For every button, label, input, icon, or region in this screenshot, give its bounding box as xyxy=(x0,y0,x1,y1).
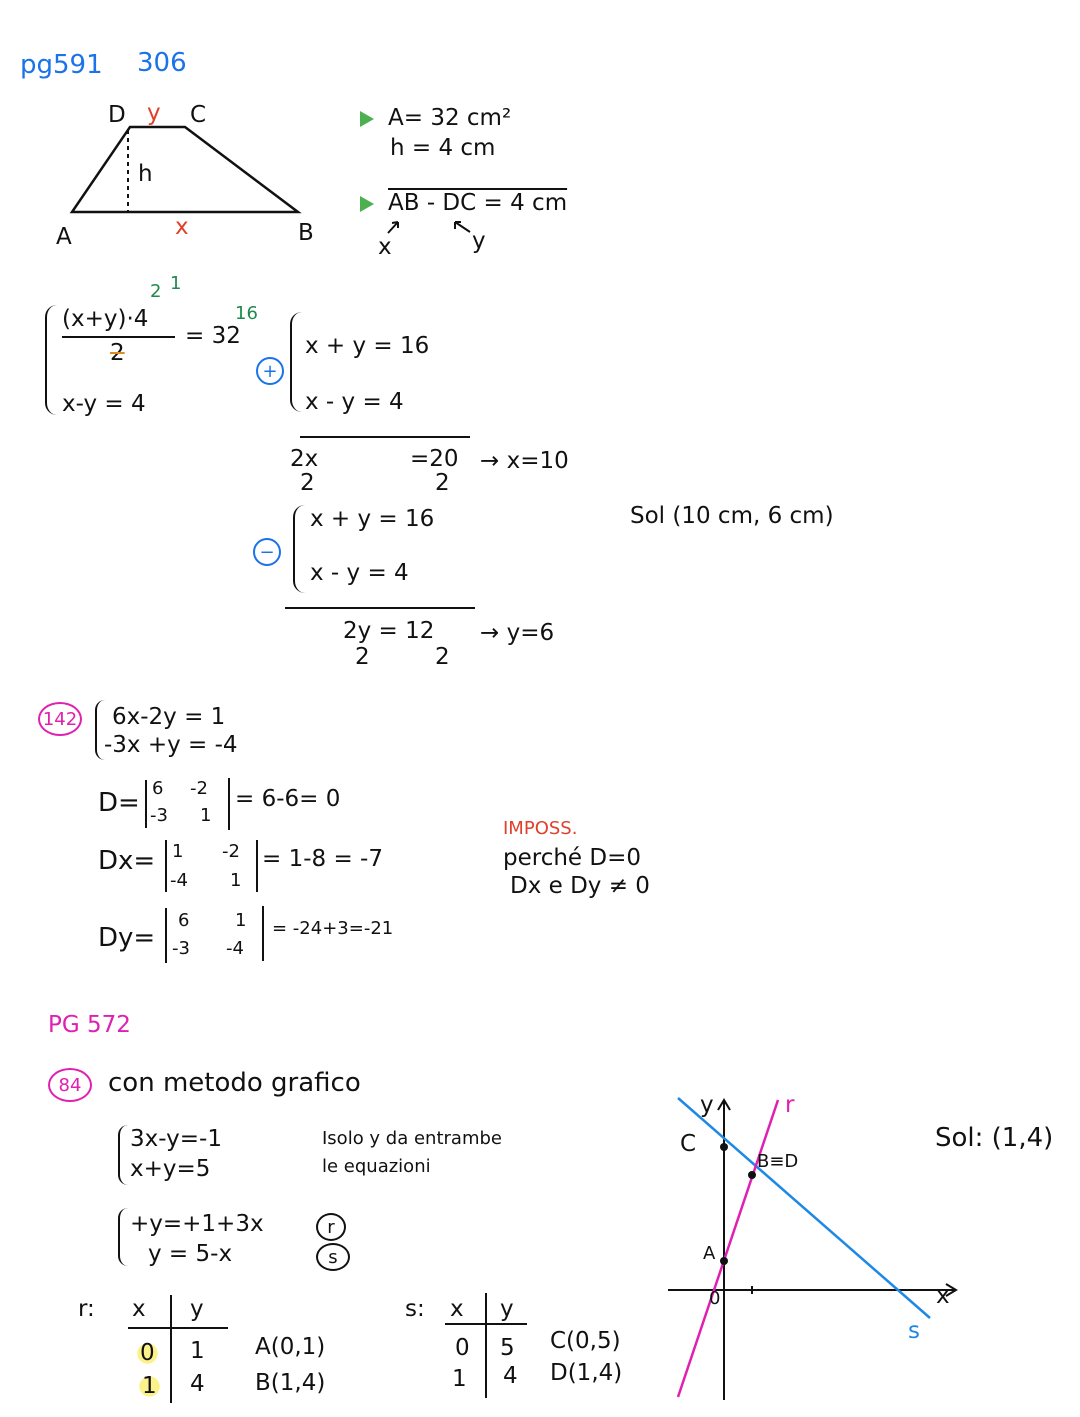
page-reference: pg591 xyxy=(20,50,103,80)
table-r-header-x: x xyxy=(132,1296,146,1322)
tag-r-circle xyxy=(316,1213,346,1241)
minus-circle-icon xyxy=(253,538,281,566)
diff-result-num: 2y = 12 xyxy=(343,618,435,644)
system-brace xyxy=(293,505,305,593)
point-B-D xyxy=(748,1171,756,1179)
y-result: → y=6 xyxy=(480,620,555,646)
height-label: h xyxy=(138,161,153,187)
system-brace xyxy=(118,1208,128,1266)
line-r-label: r xyxy=(785,1092,795,1118)
system1-eq2: x-y = 4 xyxy=(62,391,146,417)
exercise-number: 306 xyxy=(137,48,187,78)
reason-line-1: perché D=0 xyxy=(503,845,641,871)
ex84-iso1: +y=+1+3x xyxy=(130,1211,264,1237)
point-BD-label: B≡D xyxy=(757,1151,799,1172)
matrix-bar xyxy=(145,780,147,828)
matrix-cell: -4 xyxy=(170,870,188,891)
arrow-x xyxy=(388,222,398,233)
plus-circle-icon xyxy=(256,357,284,385)
point-A-coords: A(0,1) xyxy=(255,1334,326,1360)
system-brace xyxy=(45,305,57,415)
ex142-eq1: 6x-2y = 1 xyxy=(112,704,226,730)
given-area: A= 32 cm² xyxy=(388,105,512,131)
point-B-coords: B(1,4) xyxy=(255,1370,326,1396)
table-s-label: s: xyxy=(405,1296,425,1322)
note-line-2: le equazioni xyxy=(322,1156,431,1177)
det-Dx-result: = 1-8 = -7 xyxy=(262,846,383,872)
table-s-cell: 5 xyxy=(500,1335,515,1361)
system-brace xyxy=(290,312,302,412)
origin-label: 0 xyxy=(709,1288,721,1309)
det-Dy-label: Dy= xyxy=(98,923,156,953)
minus-op: − xyxy=(259,541,275,563)
fraction-denominator: 2 xyxy=(110,340,125,366)
det-Dy-result: = -24+3=-21 xyxy=(272,918,394,939)
system-brace xyxy=(118,1125,128,1185)
table-r-cell: 1 xyxy=(138,1373,161,1400)
point-A-label: A xyxy=(703,1243,716,1264)
x-axis-label: x xyxy=(936,1283,950,1309)
diff-eq2: x - y = 4 xyxy=(310,560,409,586)
reason-line-2: Dx e Dy ≠ 0 xyxy=(510,873,650,899)
point-C-label: C xyxy=(680,1131,697,1157)
table-s-cell: 1 xyxy=(452,1366,467,1392)
point-A xyxy=(720,1257,728,1265)
matrix-cell: 1 xyxy=(172,841,184,862)
det-D-result: = 6-6= 0 xyxy=(235,786,341,812)
exercise-84-badge xyxy=(48,1068,92,1102)
vertex-A: A xyxy=(56,224,72,250)
table-r-hline xyxy=(128,1327,228,1329)
vertex-C: C xyxy=(190,102,207,128)
tag-s-circle xyxy=(316,1243,350,1271)
matrix-cell: 1 xyxy=(230,870,242,891)
trapezoid-shape xyxy=(72,127,298,212)
exercise-84-title: con metodo grafico xyxy=(108,1068,361,1098)
table-r-cell: 0 xyxy=(136,1340,159,1367)
sum-eq2: x - y = 4 xyxy=(305,389,404,415)
base-x-label: x xyxy=(175,214,189,240)
y-axis-label: y xyxy=(700,1092,714,1118)
matrix-cell: -2 xyxy=(222,841,240,862)
matrix-bar xyxy=(262,906,264,961)
ex84-eq2: x+y=5 xyxy=(130,1156,211,1182)
line-s-label: s xyxy=(908,1318,920,1344)
note-line-1: Isolo y da entrambe xyxy=(322,1128,502,1149)
arrow-x-label: x xyxy=(378,234,392,260)
det-Dx-label: Dx= xyxy=(98,846,156,876)
ex84-eq1: 3x-y=-1 xyxy=(130,1126,222,1152)
exercise-142-badge xyxy=(38,702,82,736)
sum-result-den: 2 xyxy=(300,470,315,496)
solution-306: Sol (10 cm, 6 cm) xyxy=(630,503,834,529)
bullet-triangle-icon xyxy=(360,111,374,127)
matrix-cell: 6 xyxy=(152,778,164,799)
sum-result-num: 2x xyxy=(290,446,319,472)
matrix-bar xyxy=(228,778,230,830)
ex142-eq2: -3x +y = -4 xyxy=(104,732,238,758)
point-D-coords: D(1,4) xyxy=(550,1360,623,1386)
table-r-header-y: y xyxy=(190,1296,204,1322)
sum-rhs-den: 2 xyxy=(435,470,450,496)
plus-op: + xyxy=(262,360,278,382)
matrix-cell: -3 xyxy=(172,938,190,959)
table-s-cell: 0 xyxy=(455,1335,470,1361)
given-height: h = 4 cm xyxy=(390,135,496,161)
exercise-142-number: 142 xyxy=(42,708,78,730)
table-r-cell: 4 xyxy=(190,1371,205,1397)
simplified-2: 2 xyxy=(150,281,162,302)
x-result: → x=10 xyxy=(480,448,569,474)
sum-eq1: x + y = 16 xyxy=(305,333,430,359)
point-C-coords: C(0,5) xyxy=(550,1328,621,1354)
fraction-rhs: = 32 xyxy=(185,323,241,349)
sum-rhs-num: =20 xyxy=(410,446,459,472)
simplified-16: 16 xyxy=(235,303,258,324)
tag-r: r xyxy=(327,1216,335,1238)
arrow-y-label: y xyxy=(472,228,486,254)
vertex-D: D xyxy=(108,102,126,128)
table-r-cell: 1 xyxy=(190,1338,205,1364)
table-s-cell: 4 xyxy=(503,1363,518,1389)
point-C xyxy=(720,1143,728,1151)
impossible-verdict: IMPOSS. xyxy=(503,818,578,839)
matrix-bar xyxy=(165,908,167,963)
side-y-label: y xyxy=(147,100,161,126)
diff-result-den: 2 xyxy=(355,644,370,670)
matrix-cell: 1 xyxy=(235,910,247,931)
matrix-cell: 1 xyxy=(200,805,212,826)
matrix-bar xyxy=(256,840,258,892)
matrix-cell: -3 xyxy=(150,805,168,826)
table-r-label: r: xyxy=(78,1296,95,1322)
table-s-header-x: x xyxy=(450,1296,464,1322)
table-r-vline xyxy=(170,1295,172,1403)
vertex-B: B xyxy=(298,220,314,246)
matrix-cell: -2 xyxy=(190,778,208,799)
page-reference-2: PG 572 xyxy=(48,1012,131,1038)
ex84-iso2: y = 5-x xyxy=(148,1241,233,1267)
diff-eq1: x + y = 16 xyxy=(310,506,435,532)
bullet-triangle-icon xyxy=(360,196,374,212)
matrix-cell: -4 xyxy=(226,938,244,959)
arrow-y xyxy=(455,222,470,232)
table-s-header-y: y xyxy=(500,1296,514,1322)
solution-84: Sol: (1,4) xyxy=(935,1123,1054,1153)
given-difference: AB - DC = 4 cm xyxy=(388,190,568,216)
diff-rhs-den: 2 xyxy=(435,644,450,670)
matrix-bar xyxy=(165,840,167,892)
det-D-label: D= xyxy=(98,788,140,818)
matrix-cell: 6 xyxy=(178,910,190,931)
exercise-84-number: 84 xyxy=(58,1074,82,1096)
fraction-numerator: (x+y)·4 xyxy=(62,306,149,332)
tag-s: s xyxy=(328,1246,338,1268)
simplified-1: 1 xyxy=(170,273,182,294)
table-s-vline xyxy=(485,1293,487,1398)
